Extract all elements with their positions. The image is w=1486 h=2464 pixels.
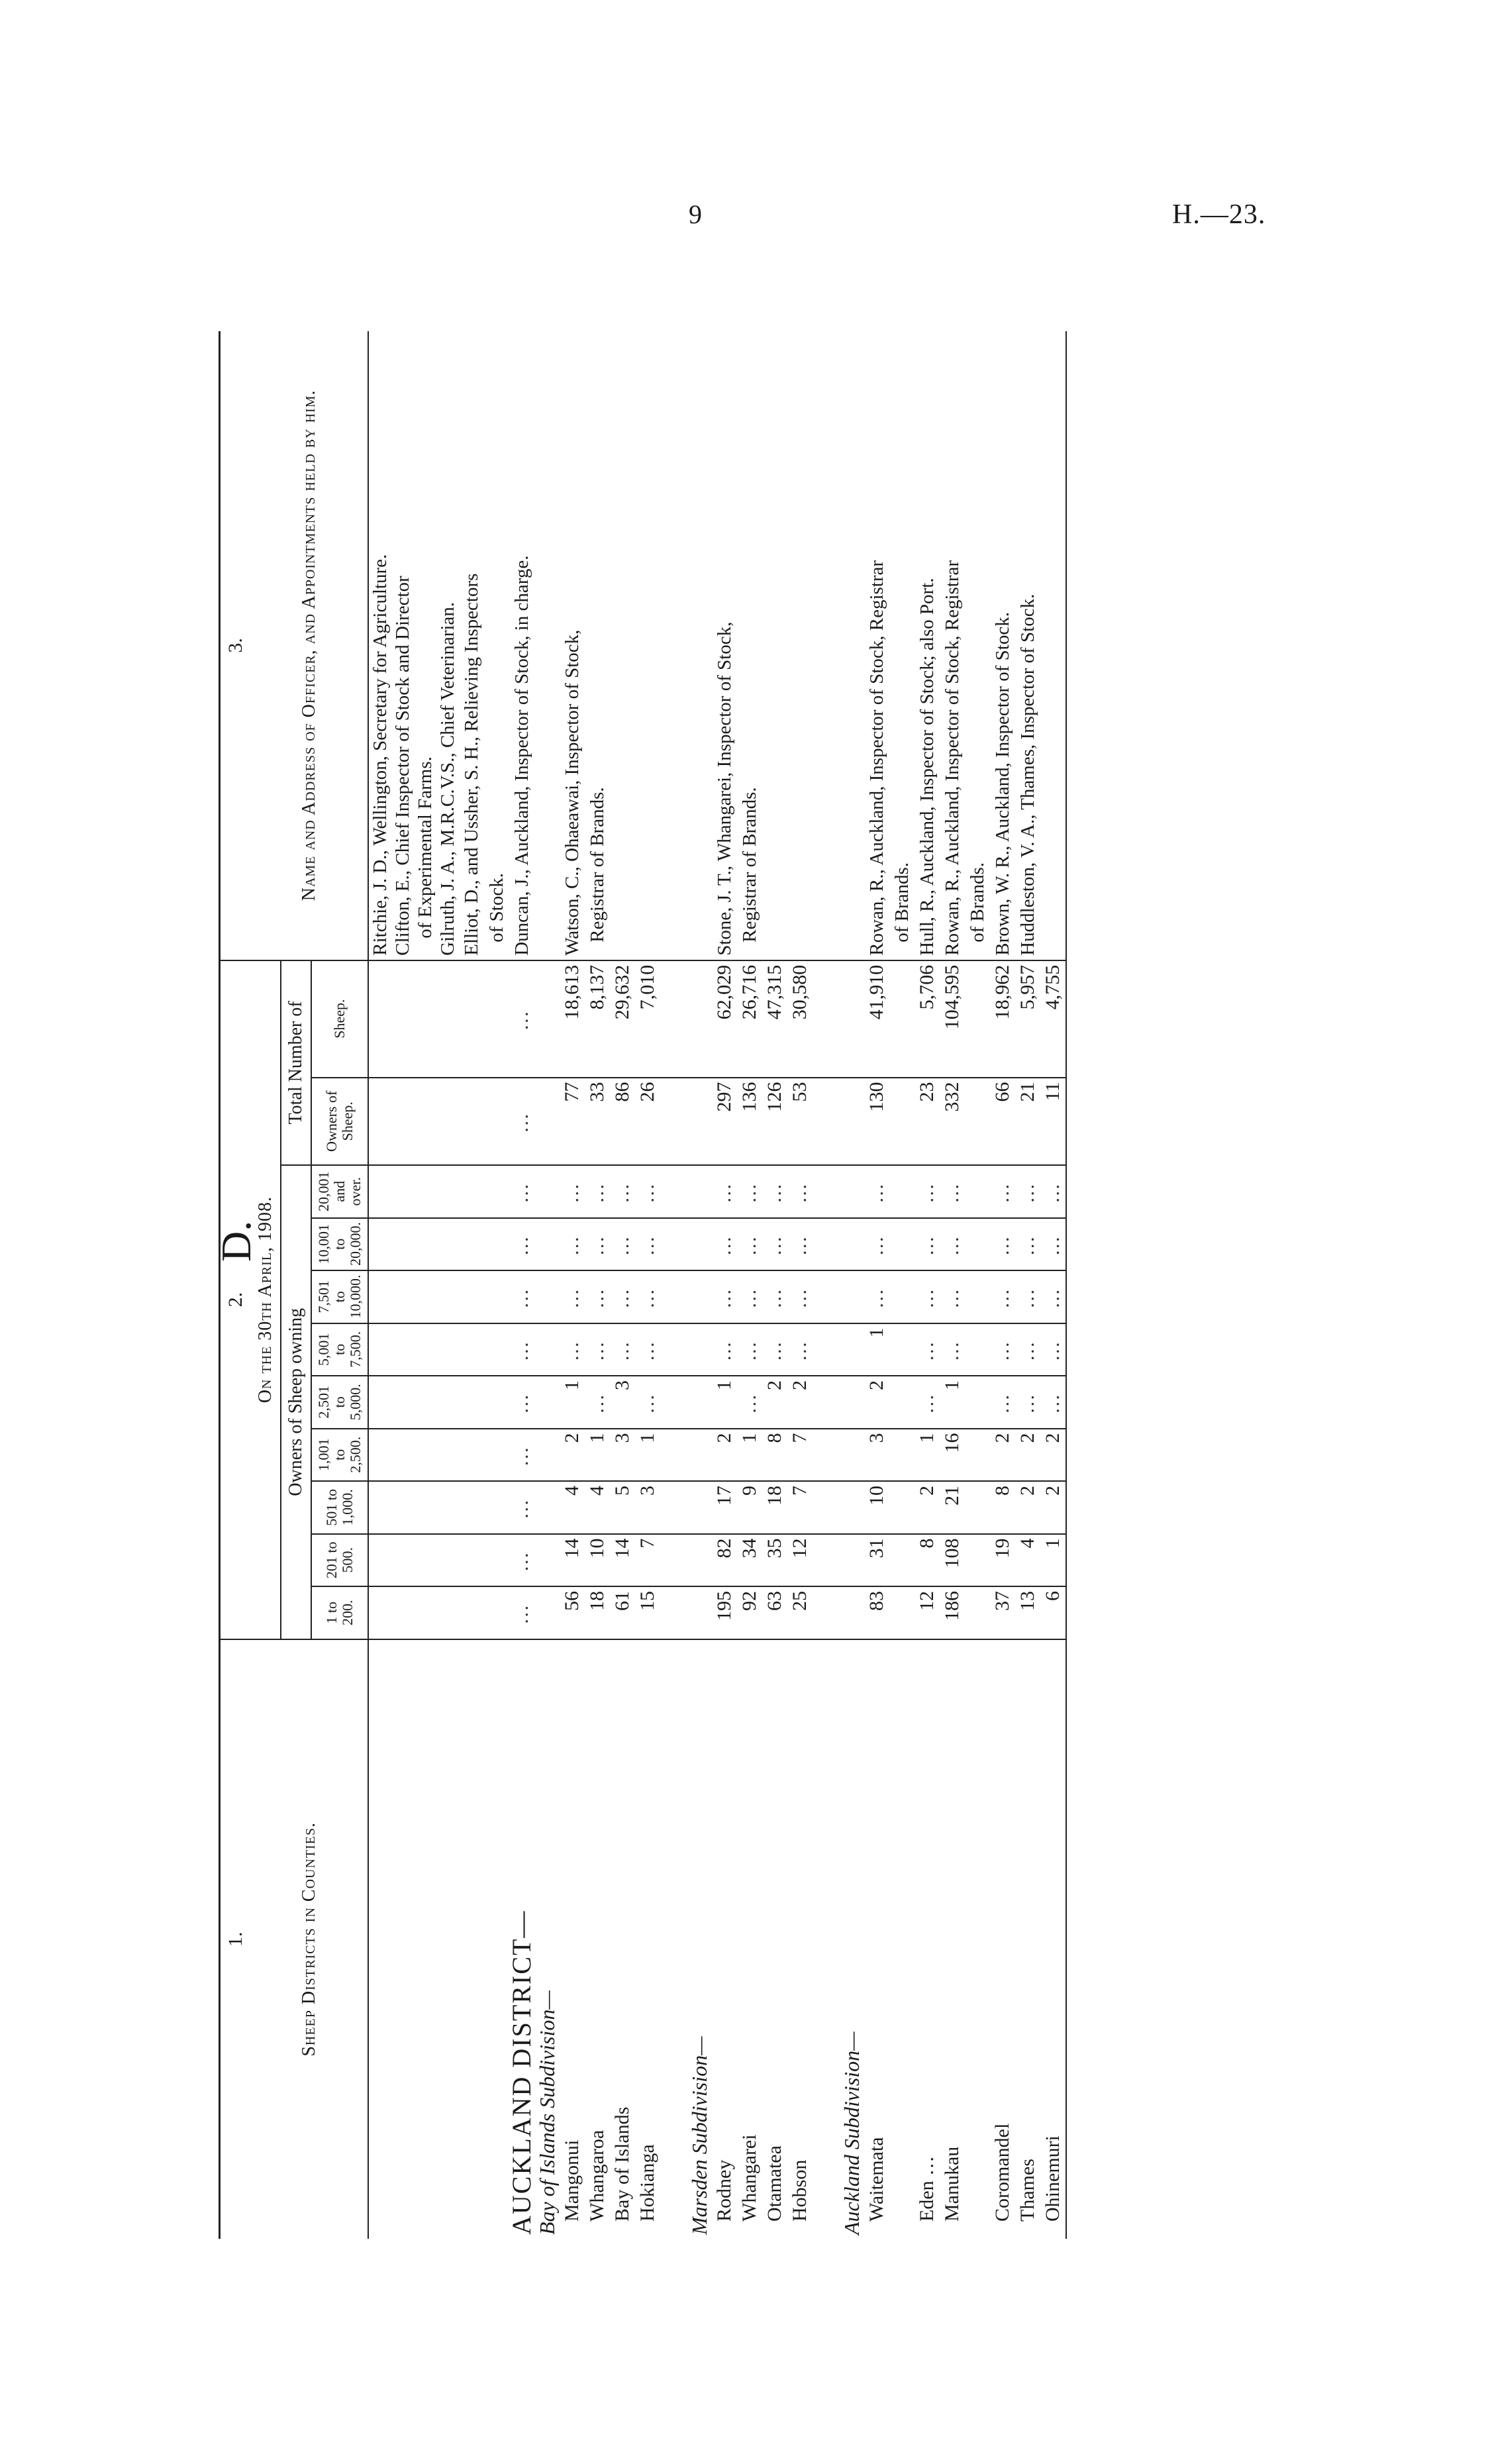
value-cell: 56 bbox=[560, 1586, 585, 1639]
total-group-header: Total Number of bbox=[281, 960, 311, 1165]
value-cell: 2 bbox=[990, 1429, 1015, 1482]
table-row: Whangaroa 18 10 4 1 … … … … … 33 8,137 Registrar of Brands. bbox=[585, 331, 610, 2239]
value-cell: 5 bbox=[610, 1481, 635, 1534]
county-name: Waitemata bbox=[866, 2137, 887, 2222]
value-cell: 4 bbox=[560, 1481, 585, 1534]
officer-watson-line2: Registrar of Brands. bbox=[585, 331, 610, 960]
officer-ritchie: Ritchie, J. D., Wellington, Secretary for Agriculture. bbox=[370, 554, 391, 956]
value-cell: 2 bbox=[1015, 1429, 1040, 1482]
county-name: Bay of Islands bbox=[611, 2106, 633, 2222]
sheep-cell: 18,613 bbox=[560, 960, 585, 1078]
district-name: AUCKLAND DISTRICT— bbox=[507, 1910, 536, 2235]
table-row: Whangarei 92 34 9 1 … … … … … 136 26,716 Registrar of Brands. bbox=[737, 331, 762, 2239]
sheep-cell: 7,010 bbox=[635, 960, 660, 1078]
range-header-9: 20,001 and over. bbox=[311, 1165, 368, 1218]
value-cell: 37 bbox=[990, 1586, 1015, 1639]
subdivision-bay-of-islands: Bay of Islands Subdivision— bbox=[535, 1990, 559, 2235]
owners-cell: 86 bbox=[610, 1078, 635, 1166]
value-cell: 6 bbox=[1040, 1586, 1066, 1639]
value-cell: 7 bbox=[787, 1481, 813, 1534]
range-header-8: 10,001 to 20,000. bbox=[311, 1218, 368, 1271]
officer-clifton-line1: Clifton, E., Chief Inspector of Stock and Director bbox=[392, 576, 413, 956]
sheep-cell: 62,029 bbox=[712, 960, 737, 1078]
officer-brown: Brown, W. R., Auckland, Inspector of Stock. bbox=[990, 331, 1015, 960]
value-cell: 17 bbox=[712, 1481, 737, 1534]
table-row: Manukau 186 108 21 16 1 … … … … 332 104,595 Rowan, R., Auckland, Inspector of Stock, Registrar bbox=[940, 331, 965, 2239]
value-cell: 12 bbox=[787, 1534, 813, 1587]
value-cell: 10 bbox=[585, 1534, 610, 1587]
value-cell: 63 bbox=[762, 1586, 787, 1639]
table-row: Ohinemuri 6 1 2 2 … … … … … 11 4,755 bbox=[1040, 331, 1066, 2239]
value-cell: 19 bbox=[990, 1534, 1015, 1587]
value-cell: 92 bbox=[737, 1586, 762, 1639]
owners-cell: 21 bbox=[1015, 1078, 1040, 1166]
value-cell: 1 bbox=[712, 1376, 737, 1429]
value-cell: 82 bbox=[712, 1534, 737, 1587]
subdivision-auckland: Auckland Subdivision— bbox=[840, 2031, 864, 2235]
sheep-cell: 18,962 bbox=[990, 960, 1015, 1078]
table-row: Hobson 25 12 7 7 2 … … … … 53 30,580 bbox=[787, 331, 813, 2239]
sheep-cell: 104,595 bbox=[940, 960, 965, 1078]
value-cell: 83 bbox=[864, 1586, 889, 1639]
officer-rowan-line2: of Brands. bbox=[889, 331, 915, 960]
value-cell: 13 bbox=[1015, 1586, 1040, 1639]
officer-rowan2-line1: Rowan, R., Auckland, Inspector of Stock, Registrar bbox=[940, 331, 965, 960]
value-cell: 195 bbox=[712, 1586, 737, 1639]
officer-clifton-line2: of Experimental Farms. bbox=[415, 756, 436, 939]
officer-hull: Hull, R., Auckland, Inspector of Stock; also Port. bbox=[915, 331, 940, 960]
value-cell: 8 bbox=[990, 1481, 1015, 1534]
sheep-cell: 5,957 bbox=[1015, 960, 1040, 1078]
table-row: Hokianga 15 7 3 1 … … … … … 26 7,010 bbox=[635, 331, 660, 2239]
table-row: Thames 13 4 2 2 … … … … … 21 5,957 Huddleston, V. A., Thames, Inspector of Stock. bbox=[1015, 331, 1040, 2239]
value-cell: 1 bbox=[1040, 1534, 1066, 1587]
value-cell: 3 bbox=[864, 1429, 889, 1482]
value-cell: 21 bbox=[940, 1481, 965, 1534]
officer-rowan-line1: Rowan, R., Auckland, Inspector of Stock, Registrar bbox=[864, 331, 889, 960]
value-cell: 14 bbox=[560, 1534, 585, 1587]
total-sheep-header: Sheep. bbox=[311, 960, 368, 1078]
owners-group-header: Owners of Sheep owning bbox=[281, 1165, 311, 1639]
document-reference: H.—23. bbox=[1172, 199, 1266, 230]
value-cell: 2 bbox=[712, 1429, 737, 1482]
range-header-6: 5,001 to 7,500. bbox=[311, 1323, 368, 1376]
county-name: Coromandel bbox=[991, 2123, 1013, 2222]
sheep-cell: 30,580 bbox=[787, 960, 813, 1078]
value-cell: 1 bbox=[585, 1429, 610, 1482]
value-cell: 2 bbox=[560, 1429, 585, 1482]
value-cell: 3 bbox=[610, 1376, 635, 1429]
sheep-districts-table: 1. 2. 3. Sheep Districts in Counties. On the 30th April, 1908. Name and Address of Officer, and Appointments held by him. Owners of Sheep owning Total Number of 1 to 200. 201 to 500. 501 to 1,000. 1,001 to 2,500. 2,501 to 5,000. 5,001 to 7,500. 7,501 to 10,000. 10,001 to 20,000. 20,001 and over. Owners of Sheep. Sheep. Ritchie, J. D., Wellington, Secretary for Agriculture. Clifton, E., Chief Inspector of Stock and Director of Experimental Farms. Gilruth, J. A., M.R.C.V.S., Chief Veterinarian. Elliot, D., and Ussher, S. H., Relieving Inspectors of Stock. AUCKLAND DISTRICT— … … … … … … … … … … … Duncan, J., Auckland, Inspector of Stock, in charge. Bay of Islands Subdivision— Mangonui 56 14 4 2 1 … … … … 77 18,613 Watson, C., Ohaeawai, Inspector of Stock, Whangaroa 18 10 4 1 … … … … … 33 8,137 Registrar of Brands. Bay of Islands 61 14 5 3 3 … … … … 86 29,632 Hokianga 15 7 3 1 … … … … … 26 7,010 Marsden Subdivision— Rodney 195 82 17 2 1 … … … … 297 62,029 Stone, J. T., Whangarei, Inspector of Stock, Whangarei 92 34 9 1 … … … … … 136 26,716 Registrar of Brands. Otamatea 63 35 18 8 2 … … … … 126 47,315 Hobson 25 12 7 7 2 … … … … 53 30,580 Auckland Subdivision— Waitemata 83 31 10 3 2 1 … … … 130 41,910 Rowan, R., Auckland, Inspector of Stock, Registrar of Brands. Eden … 12 8 2 1 … … … … … 23 5,706 Hull, R., Auckland, Inspector of Stock; also Port. Manukau 186 108 21 16 1 … … … … 332 104,595 Rowan, R., Auckland, Inspector of Stock, Registrar of Brands. Coromandel 37 19 8 2 … … … … … 66 18,962 Brown, W. R., Auckland, Inspector of Stock. Thames 13 4 2 2 … … … … … 21 5,957 Huddleston, V. A., Thames, Inspector of Stock. Ohinemuri 6 1 2 2 … … … … … 11 4,755 bbox=[219, 331, 1067, 2239]
owners-cell: 130 bbox=[864, 1078, 889, 1166]
county-name: Rodney bbox=[713, 2159, 735, 2222]
county-name: Eden … bbox=[916, 2155, 938, 2222]
owners-cell: 53 bbox=[787, 1078, 813, 1166]
value-cell: 8 bbox=[915, 1534, 940, 1587]
range-header-1: 1 to 200. bbox=[311, 1586, 368, 1639]
sheep-cell: 8,137 bbox=[585, 960, 610, 1078]
table-row: Coromandel 37 19 8 2 … … … … … 66 18,962 Brown, W. R., Auckland, Inspector of Stock. bbox=[990, 331, 1015, 2239]
col2-title: On the 30th April, 1908. bbox=[251, 960, 281, 1639]
table-row: Rodney 195 82 17 2 1 … … … … 297 62,029 Stone, J. T., Whangarei, Inspector of Stock, bbox=[712, 331, 737, 2239]
county-name: Otamatea bbox=[764, 2145, 785, 2222]
value-cell: 31 bbox=[864, 1534, 889, 1587]
col3-number: 3. bbox=[220, 331, 252, 960]
officer-gilruth: Gilruth, J. A., M.R.C.V.S., Chief Veterinarian. bbox=[437, 601, 458, 956]
county-name: Mangonui bbox=[561, 2139, 583, 2222]
sheep-cell: 26,716 bbox=[737, 960, 762, 1078]
value-cell: 186 bbox=[940, 1586, 965, 1639]
officer-elliot-line1: Elliot, D., and Ussher, S. H., Relieving Inspectors bbox=[459, 331, 484, 960]
value-cell: 2 bbox=[1040, 1481, 1066, 1534]
county-name: Thames bbox=[1016, 2159, 1038, 2222]
col2-number: 2. bbox=[220, 960, 252, 1639]
owners-cell: 77 bbox=[560, 1078, 585, 1166]
value-cell: 1 bbox=[940, 1376, 965, 1429]
value-cell: 10 bbox=[864, 1481, 889, 1534]
value-cell: 7 bbox=[635, 1534, 660, 1587]
range-header-4: 1,001 to 2,500. bbox=[311, 1429, 368, 1482]
value-cell: 3 bbox=[610, 1429, 635, 1482]
value-cell: 14 bbox=[610, 1534, 635, 1587]
value-cell: 1 bbox=[864, 1323, 889, 1376]
value-cell: 18 bbox=[762, 1481, 787, 1534]
owners-cell: 297 bbox=[712, 1078, 737, 1166]
officer-duncan: Duncan, J., Auckland, Inspector of Stock, in charge. bbox=[509, 331, 534, 960]
value-cell: 2 bbox=[915, 1481, 940, 1534]
officer-huddleston: Huddleston, V. A., Thames, Inspector of Stock. bbox=[1015, 331, 1040, 960]
officer-stone-line2: Registrar of Brands. bbox=[737, 331, 762, 960]
table-row: Otamatea 63 35 18 8 2 … … … … 126 47,315 bbox=[762, 331, 787, 2239]
value-cell: 15 bbox=[635, 1586, 660, 1639]
county-name: Whangaroa bbox=[586, 2130, 608, 2222]
page-number: 9 bbox=[689, 199, 702, 229]
officer-rowan2-line2: of Brands. bbox=[965, 331, 990, 960]
owners-cell: 136 bbox=[737, 1078, 762, 1166]
range-header-5: 2,501 to 5,000. bbox=[311, 1376, 368, 1429]
officer-stone-line1: Stone, J. T., Whangarei, Inspector of Stock, bbox=[712, 331, 737, 960]
owners-cell: 23 bbox=[915, 1078, 940, 1166]
value-cell: 7 bbox=[787, 1429, 813, 1482]
sheep-cell: 5,706 bbox=[915, 960, 940, 1078]
county-name: Manukau bbox=[941, 2146, 963, 2222]
value-cell: 61 bbox=[610, 1586, 635, 1639]
value-cell: 1 bbox=[915, 1429, 940, 1482]
sheep-cell: 4,755 bbox=[1040, 960, 1066, 1078]
range-header-7: 7,501 to 10,000. bbox=[311, 1270, 368, 1323]
sheep-cell: 29,632 bbox=[610, 960, 635, 1078]
value-cell: 34 bbox=[737, 1534, 762, 1587]
owners-cell: 26 bbox=[635, 1078, 660, 1166]
value-cell: 12 bbox=[915, 1586, 940, 1639]
value-cell: 25 bbox=[787, 1586, 813, 1639]
sheep-cell: 41,910 bbox=[864, 960, 889, 1078]
county-name: Hobson bbox=[789, 2159, 811, 2222]
value-cell: 2 bbox=[787, 1376, 813, 1429]
value-cell: 2 bbox=[864, 1376, 889, 1429]
value-cell: 1 bbox=[635, 1429, 660, 1482]
subdivision-marsden: Marsden Subdivision— bbox=[687, 2036, 711, 2235]
range-header-3: 501 to 1,000. bbox=[311, 1481, 368, 1534]
owners-cell: 332 bbox=[940, 1078, 965, 1166]
owners-cell: 11 bbox=[1040, 1078, 1066, 1166]
sheep-cell: 47,315 bbox=[762, 960, 787, 1078]
value-cell: 9 bbox=[737, 1481, 762, 1534]
county-name: Hokianga bbox=[636, 2144, 658, 2222]
table-row: Bay of Islands 61 14 5 3 3 … … … … 86 29,632 bbox=[610, 331, 635, 2239]
value-cell: 2 bbox=[1015, 1481, 1040, 1534]
county-name: Ohinemuri bbox=[1042, 2135, 1064, 2222]
owners-cell: 33 bbox=[585, 1078, 610, 1166]
officer-senior-block bbox=[368, 331, 459, 960]
officer-elliot-line2: of Stock. bbox=[484, 331, 509, 960]
col1-title: Sheep Districts in Counties. bbox=[251, 1639, 368, 2239]
value-cell: 1 bbox=[560, 1376, 585, 1429]
value-cell: 2 bbox=[1040, 1429, 1066, 1482]
county-name: Whangarei bbox=[738, 2134, 760, 2222]
officer-watson-line1: Watson, C., Ohaeawai, Inspector of Stock, bbox=[560, 331, 585, 960]
table-letter: D. bbox=[213, 1220, 260, 1262]
table-row: Waitemata 83 31 10 3 2 1 … … … 130 41,910 Rowan, R., Auckland, Inspector of Stock, Registrar bbox=[864, 331, 889, 2239]
rotated-table-container bbox=[219, 331, 1291, 2239]
col3-title: Name and Address of Officer, and Appointments held by him. bbox=[251, 331, 368, 960]
table-row: Mangonui 56 14 4 2 1 … … … … 77 18,613 Watson, C., Ohaeawai, Inspector of Stock, bbox=[560, 331, 585, 2239]
value-cell: 4 bbox=[1015, 1534, 1040, 1587]
value-cell: 108 bbox=[940, 1534, 965, 1587]
value-cell: 8 bbox=[762, 1429, 787, 1482]
value-cell: 16 bbox=[940, 1429, 965, 1482]
total-owners-header: Owners of Sheep. bbox=[311, 1078, 368, 1166]
range-header-2: 201 to 500. bbox=[311, 1534, 368, 1587]
value-cell: 35 bbox=[762, 1534, 787, 1587]
value-cell: 4 bbox=[585, 1481, 610, 1534]
value-cell: 1 bbox=[737, 1429, 762, 1482]
value-cell: 2 bbox=[762, 1376, 787, 1429]
table-row: Eden … 12 8 2 1 … … … … … 23 5,706 Hull, R., Auckland, Inspector of Stock; also Port. bbox=[915, 331, 940, 2239]
owners-cell: 66 bbox=[990, 1078, 1015, 1166]
col1-number: 1. bbox=[220, 1639, 252, 2239]
value-cell: 3 bbox=[635, 1481, 660, 1534]
owners-cell: 126 bbox=[762, 1078, 787, 1166]
value-cell: 18 bbox=[585, 1586, 610, 1639]
